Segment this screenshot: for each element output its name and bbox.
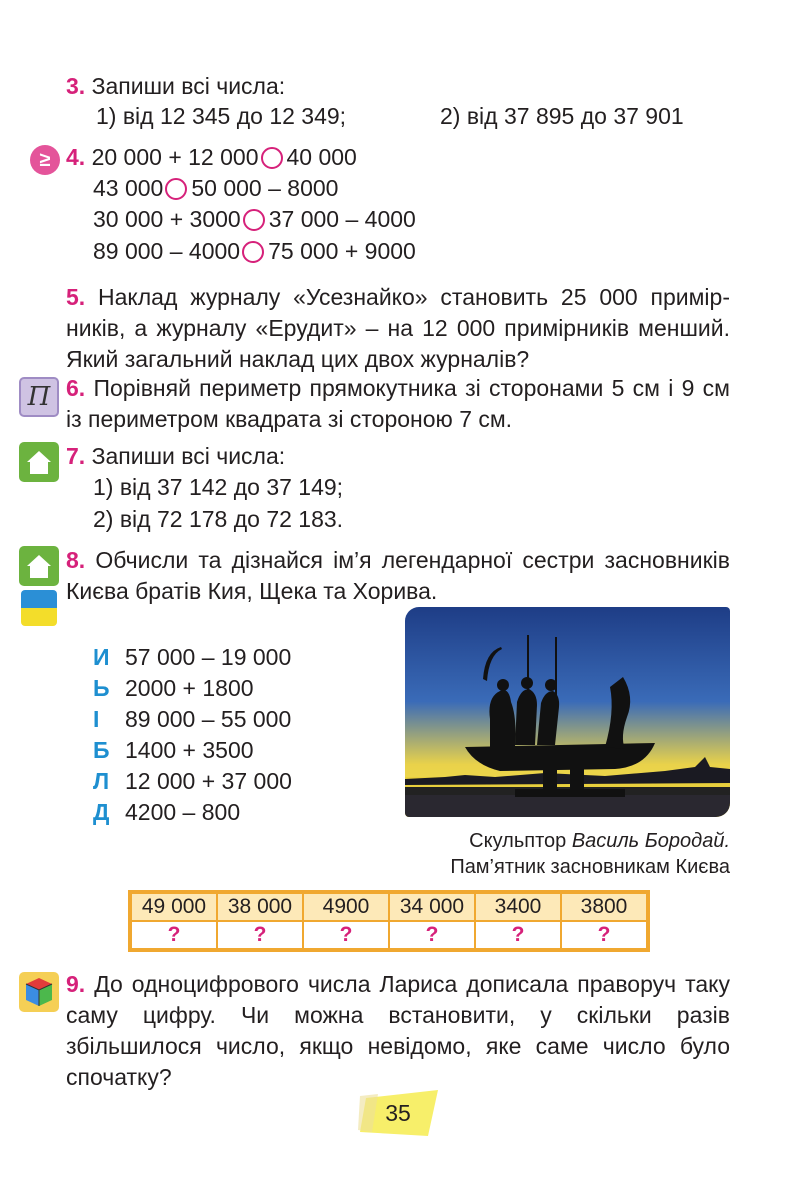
- task-4-left: 89 000 – 4000: [93, 238, 241, 264]
- compare-circle[interactable]: [165, 178, 187, 200]
- expression: 2000 + 1800: [125, 675, 254, 701]
- task-5-text: Наклад журналу «Усезнайко» становить 25 000 примірників, а журналу «Ерудит» – на 12 000 примірників менший. Який загальний наклад цих двох журналів?: [66, 284, 731, 372]
- expression-row: [93, 797, 240, 828]
- expression: 57 000 – 19 000: [125, 644, 292, 670]
- cipher-letter: Б: [93, 737, 110, 763]
- photo-caption-line-1: [469, 828, 730, 855]
- cipher-letter: Д: [93, 799, 110, 825]
- task-8-number: 8.: [66, 547, 86, 573]
- compare-circle[interactable]: [261, 147, 283, 169]
- task-9-text: До одноцифрового числа Лариса дописала праворуч таку саму цифру. Чи можна встановити, у скільки разів збільшилося число, якщо невідомо, яке саме число було спочатку?: [66, 971, 730, 1090]
- answer-letter-cell[interactable]: ?: [561, 921, 648, 950]
- task-4-row-2: [93, 173, 338, 204]
- task-7-item-2: 2) від 72 178 до 72 183.: [93, 506, 344, 532]
- task-4-left: 30 000 + 3000: [93, 206, 241, 232]
- monument-photo: [405, 607, 730, 817]
- task-4-right: 40 000: [286, 144, 357, 170]
- task-6-text: Порівняй периметр прямокутника зі сторонами 5 см і 9 см із периметром квадрата зі стороною 7 см.: [66, 375, 730, 432]
- answer-letter-cell[interactable]: ?: [303, 921, 389, 950]
- task-6-number: 6.: [66, 375, 86, 401]
- answer-letter-cell[interactable]: ?: [217, 921, 303, 950]
- task-7-number: 7.: [66, 443, 86, 469]
- perimeter-topic-icon: П: [19, 377, 59, 417]
- answer-value: 34 000: [389, 892, 475, 921]
- expression: 1400 + 3500: [125, 737, 254, 763]
- answer-value: 3400: [475, 892, 561, 921]
- answer-value: 38 000: [217, 892, 303, 921]
- cipher-letter: Ь: [93, 675, 110, 701]
- task-3-item-2: 2) від 37 895 до 37 901: [440, 103, 684, 129]
- expression: 12 000 + 37 000: [125, 768, 292, 794]
- homework-house-icon: [19, 442, 59, 482]
- answer-letter-cell[interactable]: ?: [389, 921, 475, 950]
- task-3-text: Запиши всі числа:: [91, 73, 286, 99]
- ukraine-flag-icon: [21, 590, 57, 626]
- task-4-left: 20 000 + 12 000: [91, 144, 259, 170]
- expression: 89 000 – 55 000: [125, 706, 292, 732]
- expression-row: [93, 704, 291, 735]
- task-3-item-1: 1) від 12 345 до 12 349;: [96, 103, 347, 129]
- cipher-letter: И: [93, 644, 110, 670]
- task-4-left: 43 000: [93, 175, 164, 201]
- expression-row: [93, 735, 254, 766]
- compare-circle[interactable]: [243, 209, 265, 231]
- photo-caption-line-2: Пам’ятник засновникам Києва: [450, 856, 730, 878]
- puzzle-cube-icon: [19, 972, 59, 1012]
- page-number-tab: [358, 1090, 442, 1136]
- task-4-row-4: [93, 236, 416, 267]
- expression-row: [93, 642, 291, 673]
- answer-value: 49 000: [130, 892, 217, 921]
- task-9-number: 9.: [66, 971, 86, 997]
- task-4-right: 50 000 – 8000: [191, 175, 339, 201]
- task-8: [66, 545, 730, 607]
- task-7-item-1: 1) від 37 142 до 37 149;: [93, 474, 344, 500]
- expression: 4200 – 800: [125, 799, 241, 825]
- page-number: 35: [385, 1100, 411, 1126]
- answer-letters-row: [130, 921, 648, 950]
- task-6: [66, 373, 730, 435]
- task-4-right: 75 000 + 9000: [268, 238, 416, 264]
- task-4-number: 4.: [66, 144, 86, 170]
- task-3-title: [66, 71, 285, 102]
- expression-row: [93, 766, 292, 797]
- answer-values-row: [130, 892, 648, 921]
- task-8-text: Обчисли та дізнайся ім’я легендарної сестри засновників Києва братів Кия, Щека та Хорива.: [66, 547, 730, 604]
- caption-prefix: Скульптор: [469, 830, 572, 852]
- answer-value: 4900: [303, 892, 389, 921]
- compare-circle[interactable]: [242, 241, 264, 263]
- cipher-letter: І: [93, 706, 100, 732]
- cipher-letter: Л: [93, 768, 110, 794]
- homework-house-icon: [19, 546, 59, 586]
- expression-row: [93, 673, 254, 704]
- answer-value: 3800: [561, 892, 648, 921]
- task-7-title: [66, 441, 285, 472]
- answer-table: [128, 890, 650, 952]
- answer-letter-cell[interactable]: ?: [475, 921, 561, 950]
- caption-author: Василь Бородай.: [571, 830, 730, 852]
- task-3-number: 3.: [66, 73, 86, 99]
- task-4-row-3: [93, 204, 416, 235]
- task-5-number: 5.: [66, 284, 86, 310]
- task-5: [66, 282, 730, 375]
- task-4-right: 37 000 – 4000: [268, 206, 416, 232]
- task-4-row-1: [66, 142, 357, 173]
- task-7-text: Запиши всі числа:: [91, 443, 286, 469]
- compare-badge-icon: ≥: [30, 145, 60, 175]
- answer-letter-cell[interactable]: ?: [130, 921, 217, 950]
- task-9: [66, 969, 730, 1093]
